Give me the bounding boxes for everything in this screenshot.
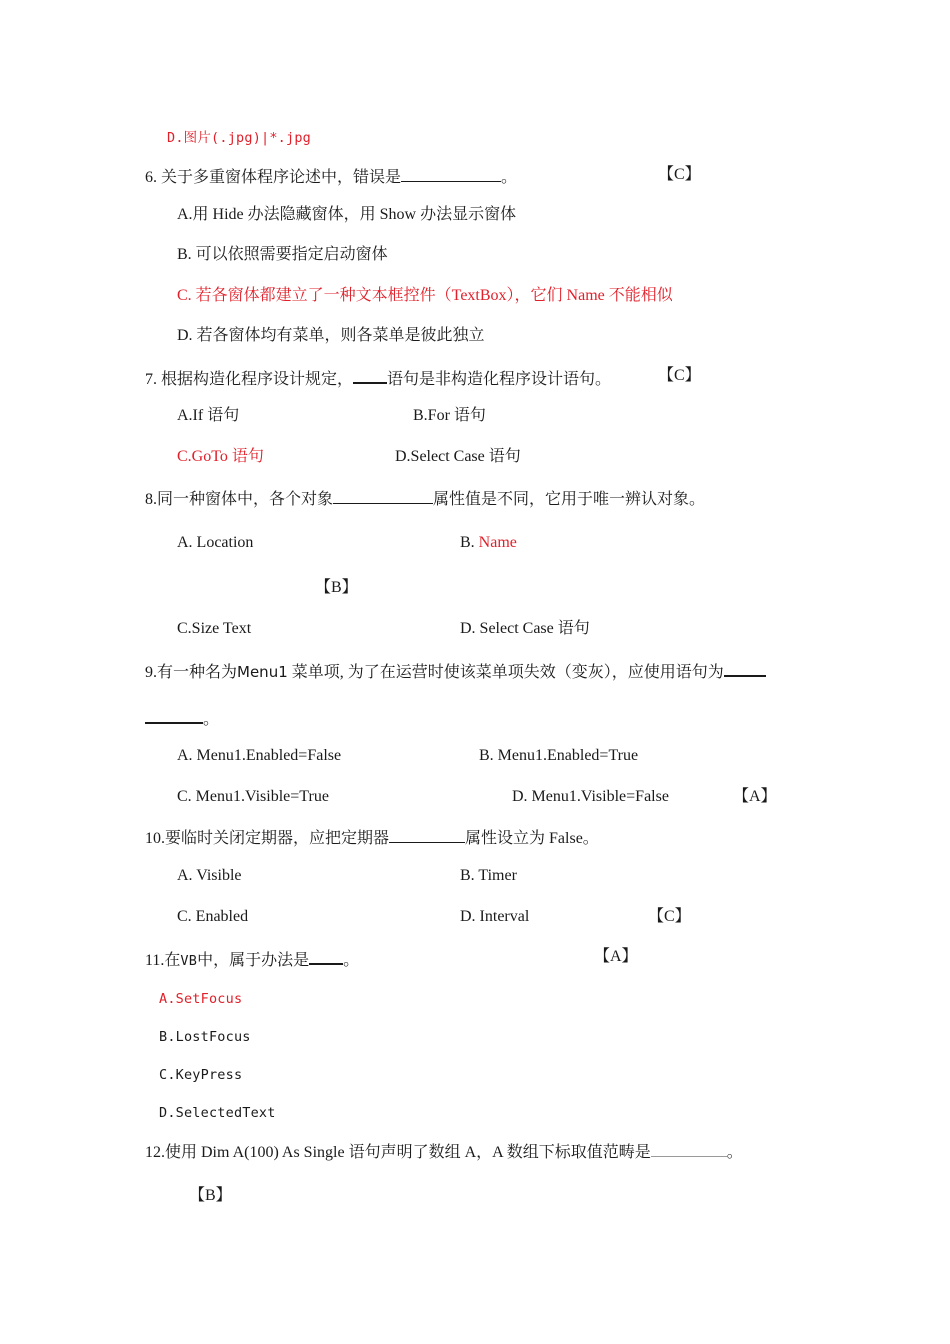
q7-option-c: C.GoTo 语句: [177, 448, 264, 465]
q12-stem-end: 。: [726, 1144, 743, 1161]
q11-stem-text: 11.在: [145, 952, 181, 969]
q6-stem: [145, 165, 517, 188]
q12-stem: [145, 1140, 743, 1163]
q6-blank: [401, 165, 501, 182]
q11-answer: 【A】: [594, 948, 638, 965]
q10-option-d: D. Interval: [460, 908, 530, 925]
q8-option-b-prefix: B.: [460, 534, 479, 551]
q9-option-b: B. Menu1.Enabled=True: [479, 747, 639, 764]
q10-option-a: A. Visible: [177, 867, 242, 884]
q7-stem-end: 语句是非构造化程序设计语句。: [387, 371, 612, 388]
q8-option-c: C.Size Text: [177, 620, 252, 637]
q10-blank: [389, 826, 465, 843]
q7-option-d: D.Select Case 语句: [395, 448, 521, 465]
q6-option-b: B. 可以依照需要指定启动窗体: [177, 246, 388, 263]
q9-option-d: D. Menu1.Visible=False: [512, 788, 669, 805]
q11-option-b: B.LostFocus: [159, 1029, 251, 1045]
q12-answer: 【B】: [189, 1187, 232, 1204]
q6-answer: 【C】: [658, 166, 701, 183]
q10-option-b: B. Timer: [460, 867, 517, 884]
q8-stem-end: 属性值是不同，它用于唯一辨认对象。: [433, 491, 706, 508]
q9-stem-end: 。: [203, 711, 220, 728]
q8-blank: [333, 487, 433, 504]
q11-stem-vb: VB: [180, 953, 198, 969]
q11-stem-text-2: 中，属于办法是: [197, 952, 310, 969]
q7-stem: [145, 366, 611, 390]
q10-stem-end: 属性设立为 False。: [465, 830, 599, 847]
q10-stem-text: 10.要临时关闭定期器，应把定期器: [145, 830, 390, 847]
q8-option-d: D. Select Case 语句: [460, 620, 590, 637]
q7-option-b: B.For 语句: [413, 407, 486, 424]
q9-stem-menu: Menu1: [237, 663, 288, 681]
q9-stem: [145, 659, 766, 683]
q7-option-a: A.If 语句: [177, 407, 240, 424]
q12-blank: [651, 1140, 727, 1157]
q9-answer: 【A】: [733, 788, 777, 805]
q8-option-b: [460, 533, 517, 553]
q5-option-d: D.图片(.jpg)|*.jpg: [167, 130, 311, 146]
q8-stem: [145, 487, 705, 510]
q8-option-b-value: Name: [478, 534, 517, 551]
q6-option-c: C. 若各窗体都建立了一种文本框控件（TextBox），它们 Name 不能相似: [177, 287, 673, 304]
q11-stem: [145, 947, 359, 971]
q9-stem-text: 9.有一种名为: [145, 664, 238, 681]
q11-blank: [309, 947, 343, 965]
q6-option-d: D. 若各窗体均有菜单，则各菜单是彼此独立: [177, 327, 485, 344]
q6-stem-end: 。: [501, 169, 518, 186]
q9-stem-text-2: 菜单项, 为了在运营时使该菜单项失效（变灰），应使用语句为: [287, 664, 724, 681]
q6-option-a: A.用 Hide 办法隐藏窗体，用 Show 办法显示窗体: [177, 206, 517, 223]
q9-blank-2: [145, 706, 203, 724]
q7-stem-text: 7. 根据构造化程序设计规定，: [145, 371, 354, 388]
q9-option-c: C. Menu1.Visible=True: [177, 788, 329, 805]
q11-option-a: A.SetFocus: [159, 991, 243, 1007]
q7-blank: [353, 366, 387, 384]
q11-option-c: C.KeyPress: [159, 1067, 243, 1083]
q9-blank-1: [724, 659, 766, 677]
q9-stem-cont: [145, 706, 219, 730]
q9-option-a: A. Menu1.Enabled=False: [177, 747, 342, 764]
q10-option-c: C. Enabled: [177, 908, 249, 925]
q8-answer: 【B】: [315, 579, 358, 596]
q7-answer: 【C】: [658, 367, 701, 384]
q12-stem-text: 12.使用 Dim A(100) As Single 语句声明了数组 A，A 数组下标取值范畴是: [145, 1144, 651, 1161]
q10-stem: [145, 826, 599, 849]
q8-option-a: A. Location: [177, 534, 254, 551]
q10-answer: 【C】: [648, 908, 691, 925]
q8-stem-text: 8.同一种窗体中，各个对象: [145, 491, 334, 508]
q6-stem-text: 6. 关于多重窗体程序论述中，错误是: [145, 169, 402, 186]
q11-option-d: D.SelectedText: [159, 1105, 276, 1121]
q11-stem-end: 。: [343, 952, 360, 969]
